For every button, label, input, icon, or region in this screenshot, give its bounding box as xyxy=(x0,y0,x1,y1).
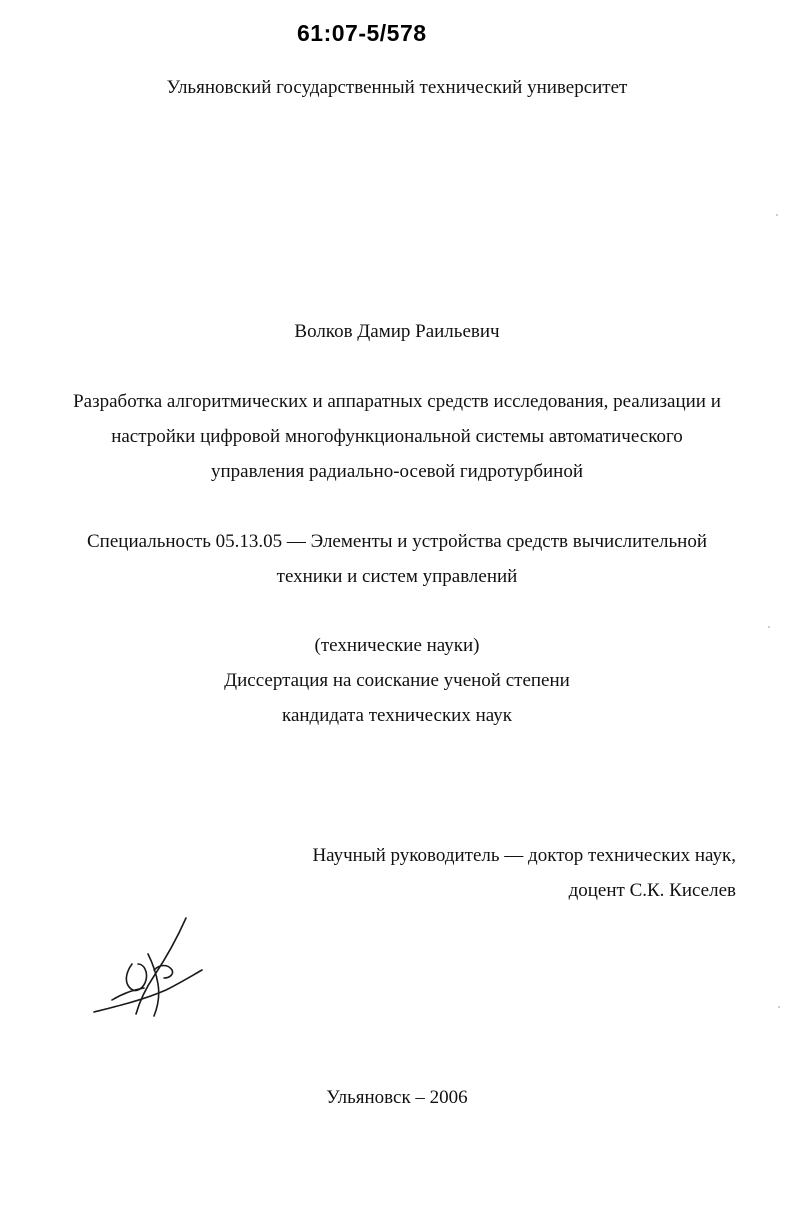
specialty-line-2: техники и систем управлений xyxy=(276,566,518,587)
title-line-2: настройки цифровой многофункциональной системы автоматического xyxy=(111,426,683,447)
city-year: Ульяновск – 2006 xyxy=(326,1087,468,1108)
specialty-line-1: Специальность 05.13.05 — Элементы и устройства средств вычислительной xyxy=(87,531,707,552)
supervisor-line-1: Научный руководитель — доктор технических наук, xyxy=(312,845,736,866)
paper-speck xyxy=(776,214,778,216)
university-name: Ульяновский государственный технический университет xyxy=(166,77,628,98)
paper-speck xyxy=(768,626,770,628)
degree-line-2: кандидата технических наук xyxy=(282,705,512,726)
handwritten-signature-icon xyxy=(88,914,208,1024)
degree-line-1: Диссертация на соискание ученой степени xyxy=(224,670,570,691)
author-name: Волков Дамир Раильевич xyxy=(294,321,500,342)
paper-speck xyxy=(778,1006,780,1008)
archive-stamp: 61:07-5/578 xyxy=(297,20,427,46)
title-line-1: Разработка алгоритмических и аппаратных средств исследования, реализации и xyxy=(73,391,721,412)
supervisor-line-2: доцент С.К. Киселев xyxy=(568,880,736,901)
science-field: (технические науки) xyxy=(314,635,480,656)
title-line-3: управления радиально-осевой гидротурбиной xyxy=(210,461,583,482)
